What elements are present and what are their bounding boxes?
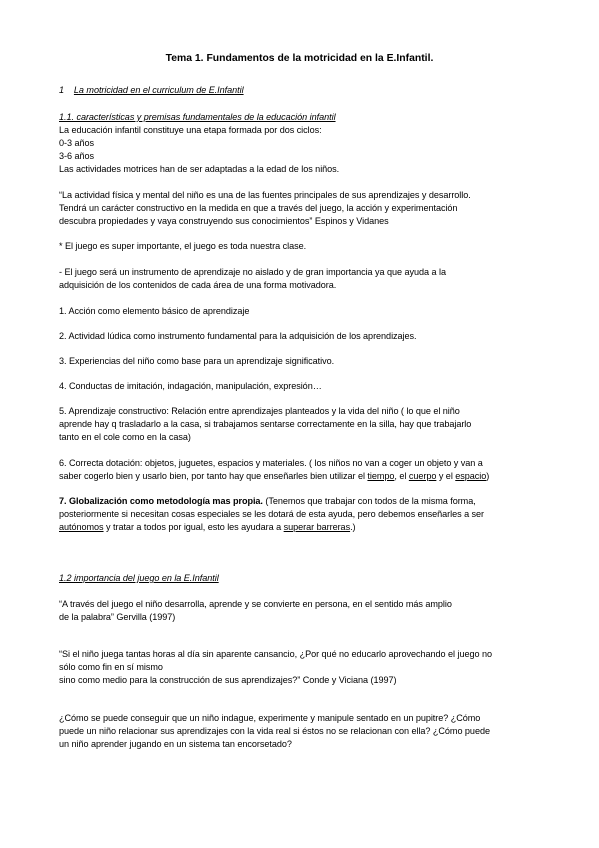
- quote-line: descubra propiedades y vaya construyendo sus conocimientos” Espinos y Vidanes: [59, 216, 389, 226]
- question-line: puede un niño relacionar sus aprendizajes con la vida real si éstos no se relacionan con ella? ¿Cómo puede: [59, 726, 490, 736]
- text-span: y el: [436, 471, 456, 481]
- quote-conde-line: sólo como fin en sí mismo: [59, 662, 163, 672]
- subsection-1-1-heading: 1.1. características y premisas fundamentales de la educación infantil: [59, 112, 336, 122]
- quote-gervilla-line: “A través del juego el niño desarrolla, aprende y se convierte en persona, en el sentido más amplio: [59, 599, 452, 609]
- point-7-bold: 7. Globalización como metodología mas propia.: [59, 496, 263, 506]
- point-1: 1. Acción como elemento básico de aprendizaje: [59, 306, 250, 316]
- point-5-line: tanto en el cole como en la casa): [59, 432, 191, 442]
- question-line: ¿Cómo se puede conseguir que un niño indague, experimente y manipule sentado en un pupitre? ¿Cómo: [59, 713, 481, 723]
- paragraph-line: La educación infantil constituye una etapa formada por dos ciclos:: [59, 125, 322, 135]
- quote-conde-line: sino como medio para la construcción de sus aprendizajes?” Conde y Viciana (1997): [59, 675, 397, 685]
- point-5-line: 5. Aprendizaje constructivo: Relación entre aprendizajes planteados y la vida del niño ( lo que el niño: [59, 406, 460, 416]
- point-6-line: [59, 470, 489, 482]
- question-line: un niño aprender jugando en un sistema tan encorsetado?: [59, 739, 292, 749]
- note-line: - El juego será un instrumento de aprendizaje no aislado y de gran importancia ya que ayuda a la: [59, 267, 446, 277]
- point-7-line: [59, 495, 476, 507]
- underlined-barreras: superar barreras: [283, 522, 351, 532]
- point-2: 2. Actividad lúdica como instrumento fundamental para la adquisición de los aprendizajes.: [59, 331, 417, 341]
- quote-conde-line: “Si el niño juega tantas horas al día sin aparente cansancio, ¿Por qué no educarlo aprovechando el juego no: [59, 649, 492, 659]
- paragraph-line: Las actividades motrices han de ser adaptadas a la edad de los niños.: [59, 164, 340, 174]
- point-6-line: 6. Correcta dotación: objetos, juguetes, espacios y materiales. ( los niños no van a coger un objeto y van a: [59, 458, 483, 468]
- quote-line: “La actividad física y mental del niño es una de las fuentes principales de sus aprendizajes y desarrollo.: [59, 190, 471, 200]
- text-span: (Tenemos que trabajar con todos de la misma forma,: [262, 496, 476, 506]
- document-title: Tema 1. Fundamentos de la motricidad en la E.Infantil.: [165, 53, 434, 64]
- underlined-espacio: espacio: [455, 471, 487, 481]
- paragraph-line: 3-6 años: [59, 151, 94, 161]
- note-juego: * El juego es super importante, el juego es toda nuestra clase.: [59, 241, 307, 251]
- point-7-line: posteriormente si necesitan cosas especiales se les dotará de esta ayuda, pero debemos enseñarles a ser: [59, 509, 485, 519]
- quote-line: Tendrá un carácter constructivo en la medida en que a través del juego, la acción y experimentación: [59, 203, 458, 213]
- section-1-title: La motricidad en el curriculum de E.Infantil: [73, 85, 244, 95]
- underlined-tiempo: tiempo: [367, 471, 395, 481]
- text-span: saber cogerlo bien y usarlo bien, por tanto hay que enseñarles bien utilizar el: [59, 471, 368, 481]
- paragraph-line: 0-3 años: [59, 138, 94, 148]
- text-span: y tratar a todos por igual, esto les ayudara a: [103, 522, 284, 532]
- point-3: 3. Experiencias del niño como base para un aprendizaje significativo.: [59, 356, 335, 366]
- note-line: adquisición de los contenidos de cada área de una forma motivadora.: [59, 280, 337, 290]
- subsection-1-2-heading: 1.2 importancia del juego en la E.Infantil: [59, 573, 219, 583]
- text-span: , el: [394, 471, 409, 481]
- quote-gervilla-line: de la palabra” Gervilla (1997): [59, 612, 176, 622]
- point-7-line: [59, 521, 356, 533]
- point-4: 4. Conductas de imitación, indagación, manipulación, expresión…: [59, 381, 322, 391]
- underlined-autonomos: autónomos: [59, 522, 104, 532]
- section-1-number: 1: [59, 85, 65, 95]
- section-1-heading: [59, 84, 244, 96]
- text-span: ): [486, 471, 490, 481]
- underlined-cuerpo: cuerpo: [408, 471, 437, 481]
- text-span: .): [350, 522, 356, 532]
- point-5-line: aprende hay q trasladarlo a la casa, si trabajamos sentarse correctamente en la silla, hay que trabajarlo: [59, 419, 472, 429]
